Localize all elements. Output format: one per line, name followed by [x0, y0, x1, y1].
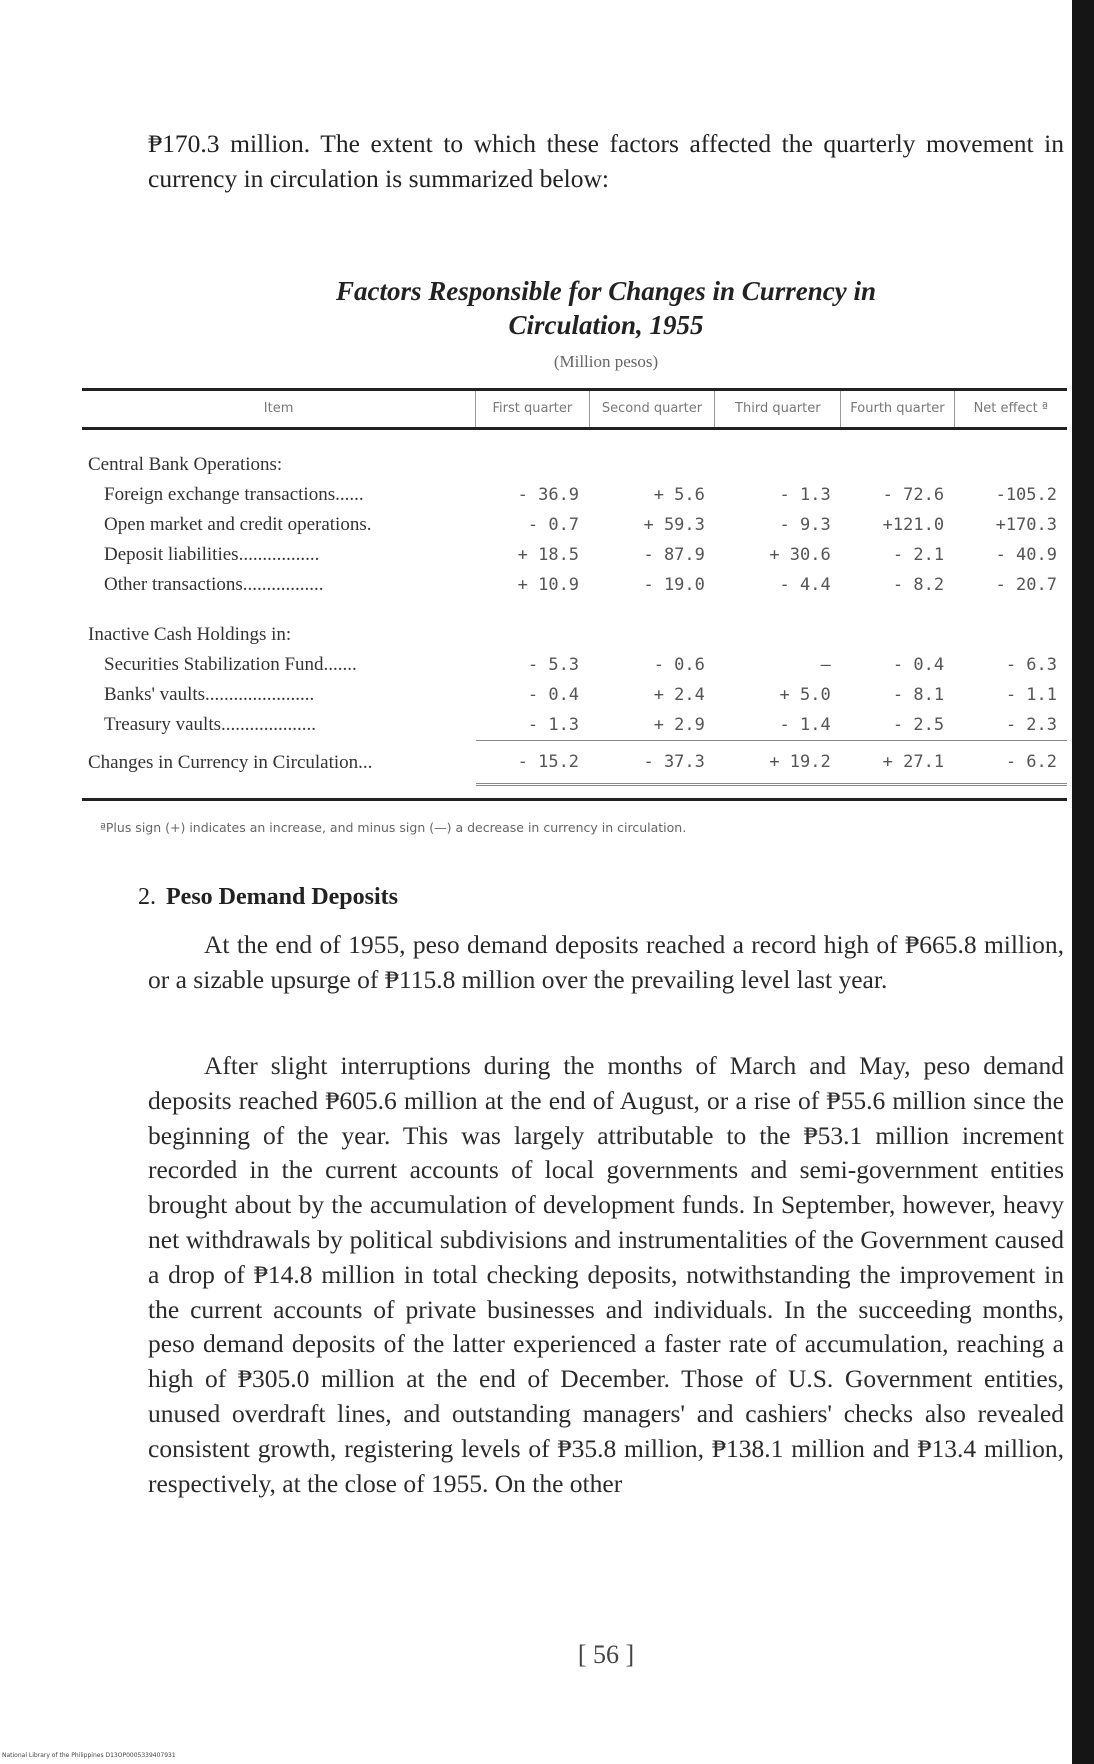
cell-q1: - 5.3 — [527, 655, 580, 675]
cell-q4: +121.0 — [882, 515, 945, 535]
cell-q4: - 0.4 — [892, 655, 945, 675]
total-q1: - 15.2 — [476, 741, 589, 785]
total-net: - 6.2 — [954, 741, 1067, 785]
cell-q3: + 30.6 — [769, 545, 831, 565]
table-row — [82, 650, 1067, 680]
group-row — [82, 450, 1067, 480]
cell-q3: - 4.4 — [779, 575, 831, 595]
table-bottom-rule — [82, 785, 1067, 800]
cell-q2: - 0.6 — [653, 655, 705, 675]
cell-q2: + 2.9 — [653, 715, 705, 735]
table-title-line2: Circulation, 1955 — [508, 310, 704, 340]
header-third-quarter: Third quarter — [715, 390, 841, 429]
row-label: Open market and credit operations. — [104, 514, 372, 535]
table-title — [148, 274, 1064, 342]
total-label: Changes in Currency in Circulation... — [88, 751, 373, 773]
header-net-effect: Net effect ª — [954, 390, 1067, 429]
table-header-row — [82, 390, 1067, 429]
group-row — [82, 620, 1067, 650]
cell-q4: - 2.5 — [892, 715, 945, 735]
cell-q1: - 1.3 — [527, 715, 580, 735]
page-number: [ 56 ] — [577, 1640, 635, 1669]
section-number: 2. — [138, 884, 156, 910]
cell-q3: - 1.4 — [779, 715, 831, 735]
cell-net: -105.2 — [995, 485, 1057, 505]
paragraph-2: After slight interruptions during the months of March and May, peso demand deposits reached ₱605.6 million at the end of August, or a rise of ₱55.6 million since the beginning of the year. This was largely attributable to the ₱53.1 million increment recorded in the current accounts of local governments and semi-government entities brought about by the accumulation of development funds. In September, however, heavy net withdrawals by political subdivisions and instrumentalities of the Government caused a drop of ₱14.8 million in total checking deposits, notwithstanding the improvement in the current accounts of private businesses and individuals. In the succeeding months, peso demand deposits of the latter experienced a faster rate of accumulation, reaching a high of ₱305.0 million at the end of December. Those of U.S. Government entities, unused overdraft lines, and outstanding managers' and cashiers' checks also revealed consistent growth, registering levels of ₱35.8 million, ₱138.1 million and ₱13.4 million, respectively, at the close of 1955. On the other — [148, 1051, 1064, 1498]
total-q3: + 19.2 — [715, 741, 841, 785]
cell-q3: — — [820, 655, 831, 675]
table-unit: (Million pesos) — [553, 352, 659, 371]
cell-net: - 20.7 — [995, 575, 1057, 595]
cell-q2: + 2.4 — [653, 685, 705, 705]
table-row — [82, 510, 1067, 540]
cell-q3: - 1.3 — [779, 485, 831, 505]
cell-net: - 1.1 — [1005, 685, 1057, 705]
row-label: Foreign exchange transactions...... — [104, 484, 364, 505]
row-label: Treasury vaults.................... — [104, 714, 316, 736]
header-second-quarter: Second quarter — [589, 390, 715, 429]
cell-net: - 6.3 — [1005, 655, 1057, 675]
row-label: Deposit liabilities................. — [104, 544, 320, 565]
table-row — [82, 480, 1067, 510]
cell-q2: - 87.9 — [643, 545, 705, 565]
total-q2: - 37.3 — [589, 741, 715, 785]
cell-q1: - 36.9 — [517, 485, 580, 505]
cell-q4: - 8.1 — [892, 685, 945, 705]
group-label-inactive-cash: Inactive Cash Holdings in: — [88, 624, 292, 645]
cell-q2: + 59.3 — [643, 515, 705, 535]
header-first-quarter: First quarter — [476, 390, 589, 429]
section-heading — [138, 884, 1038, 911]
paragraph-1: At the end of 1955, peso demand deposits reached a record high of ₱665.8 million, or a sizable upsurge of ₱115.8 million over the prevailing level last year. — [148, 930, 1064, 994]
table-row — [82, 540, 1067, 570]
cell-q1: - 0.7 — [527, 515, 580, 535]
cell-net: - 40.9 — [995, 545, 1057, 565]
row-label: Banks' vaults....................... — [104, 684, 315, 705]
row-label: Securities Stabilization Fund....... — [104, 654, 357, 675]
table-footnote: ªPlus sign (+) indicates an increase, and minus sign (—) a decrease in currency in circulation. — [100, 820, 687, 835]
scan-edge — [1072, 0, 1094, 1764]
cell-q4: - 8.2 — [892, 575, 945, 595]
cell-q2: + 5.6 — [653, 485, 705, 505]
cell-q1: - 0.4 — [527, 685, 580, 705]
intro-paragraph: ₱170.3 million. The extent to which these factors affected the quarterly movement in currency in circulation is summarized below: — [148, 129, 1064, 193]
header-fourth-quarter: Fourth quarter — [841, 390, 954, 429]
cell-q3: - 9.3 — [779, 515, 831, 535]
table-row — [82, 680, 1067, 710]
total-row — [82, 741, 1067, 785]
header-item: Item — [82, 390, 476, 429]
group-label-central-bank: Central Bank Operations: — [88, 454, 283, 475]
cell-q3: + 5.0 — [779, 685, 831, 705]
scan-footer: National Library of the Philippines D13OP0005339407931 — [2, 1752, 176, 1759]
factors-table — [82, 388, 1067, 801]
table-title-line1: Factors Responsible for Changes in Currency in — [335, 276, 877, 306]
cell-net: +170.3 — [995, 515, 1057, 535]
cell-q2: - 19.0 — [643, 575, 705, 595]
cell-q1: + 18.5 — [517, 545, 580, 565]
section-title: Peso Demand Deposits — [166, 884, 398, 910]
table-row — [82, 710, 1067, 741]
cell-q4: - 2.1 — [892, 545, 945, 565]
total-q4: + 27.1 — [841, 741, 954, 785]
cell-q1: + 10.9 — [517, 575, 580, 595]
cell-net: - 2.3 — [1005, 715, 1057, 735]
row-label: Other transactions................. — [104, 574, 324, 595]
cell-q4: - 72.6 — [882, 485, 945, 505]
table-row — [82, 570, 1067, 600]
